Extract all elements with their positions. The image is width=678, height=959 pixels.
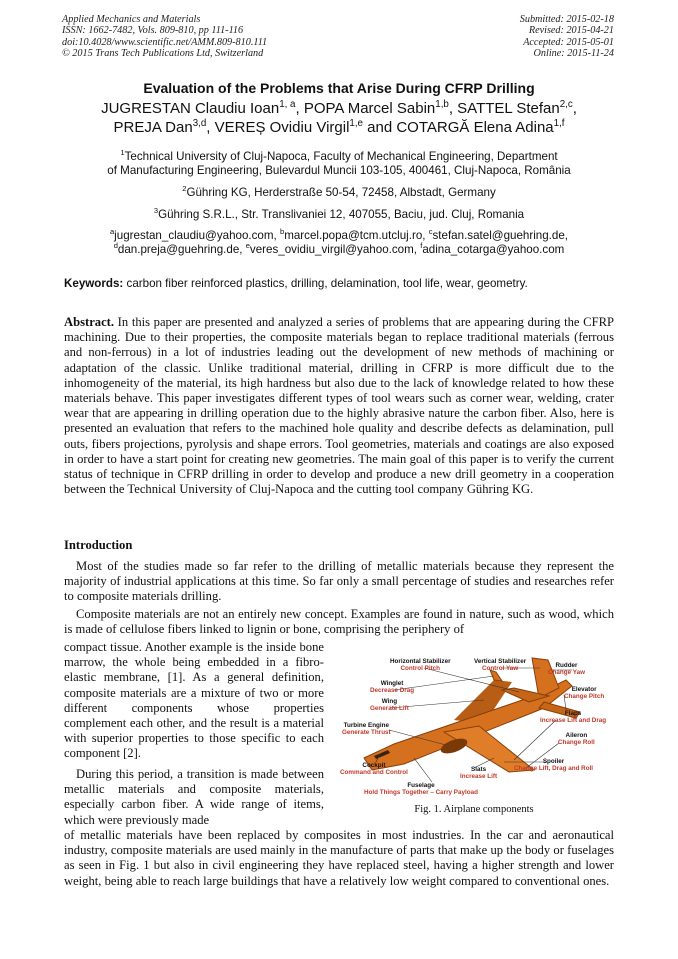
- keywords-text: carbon fiber reinforced plastics, drilling, delamination, tool life, wear, geometry.: [126, 277, 528, 290]
- author-affil-sup: 1,b: [435, 99, 449, 110]
- email-link[interactable]: marcel.popa@tcm.utcluj.ro,: [284, 229, 426, 242]
- journal-info: [62, 14, 267, 59]
- doi-line: doi:10.4028/www.scientific.net/AMM.809-810.111: [62, 36, 268, 48]
- author-affil-sup: 3,d: [192, 118, 207, 129]
- label-slats: Slats Increase Lift: [460, 766, 498, 780]
- intro-paragraph-3b: of metallic materials have been replaced by composites in most industries. In the car and aeronautical industry, composite materials are used mainly in the manufacture of parts that make up the body or fuselages as seen in Fig. 1 but also in civil engineering they have replaced steel, having a higher strength and lower weight, being able to reach large buildings that have a relatively low weight compared to conventional ones.: [64, 828, 614, 888]
- author-name: POPA Marcel Sabin: [303, 100, 436, 117]
- author-list: JUGRESTAN Claudiu Ioan$^{1, a}$, POPA Marcel Sabin$^{1,b}$, SATTEL Stefan$^{2,c}$, PREJA Dan$^{3,d}$, VEREȘ Ovidiu Virgil$^{1,e}$ and COTARGĂ Elena Adina$^{1,f}$: [101, 99, 577, 136]
- online-date: Online: 2015-11-24: [533, 47, 614, 59]
- author-emails: $^a$jugrestan_claudiu@yahoo.com, $^b$marcel.popa@tcm.utcluj.ro, $^c$stefan.satel@guehring.de, $^d$dan.preja@guehring.de, $^e$veres_ovidiu_virgil@yahoo.com, $^f$adina_cotarga@yahoo.com: [109, 227, 569, 256]
- author-name: PREJA Dan: [113, 119, 193, 136]
- author-affil-sup: 2,c: [559, 99, 573, 110]
- label-vertical-stabilizer: Vertical Stabilizer Control Yaw: [474, 658, 527, 672]
- abstract-text: In this paper are presented and analyzed a series of problems that are appearing during the CFRP machining. Due to their properties, the composite materials began to replace traditional materials (ferrous and non-ferrous) in a lot of industries leading out the development of new methods of machining or adaptation of the classic. Unlike traditional material, drilling in CFRP is more difficult due to the inhomogeneity of the material, its high hardness but also due to the lack of knowledge related to how these materials behave. This paper investigates different types of tool wears such as corner wear, welding, crater wear that are appearing in drilling operation due to the highly abrasive nature the carbon fiber. Also, here is presented an evaluation that refers to the machined hole quality and describe defects as delamination, pull outs, fibers projections, pyrolysis and shape errors. Tool geometries, materials and coatings are also exposed in order to have a start point for creating new geometries. The main goal of this paper is to verify the current status of technique in CFRP drilling in order to develop and produce a new drill geometry in a cooperation between the Technical University of Cluj-Napoca and the cutting tool company Gühring KG.: [64, 315, 614, 497]
- label-rudder: Rudder Change Yaw: [548, 662, 585, 676]
- keywords: [64, 277, 614, 290]
- abstract: [64, 315, 614, 497]
- label-horizontal-stabilizer: Horizontal Stabilizer Control Pitch: [390, 658, 451, 672]
- author-affil-sup: 1, a: [279, 99, 296, 110]
- abstract-label: Abstract.: [64, 315, 115, 329]
- label-cockpit: Cockpit Command and Control: [340, 762, 408, 776]
- affiliation-2: $^2$Gühring KG, Herderstraße 50-54, 72458, Albstadt, Germany: [182, 184, 496, 199]
- label-flaps: Flaps Increase Lift and Drag: [540, 710, 607, 724]
- label-elevator: Elevator Change Pitch: [564, 686, 605, 700]
- paper-title: Evaluation of the Problems that Arise During CFRP Drilling: [143, 80, 535, 96]
- author-name: JUGRESTAN Claudiu Ioan: [101, 100, 280, 117]
- author-name: VEREȘ Ovidiu Virgil: [214, 119, 350, 136]
- keywords-label: Keywords:: [64, 277, 124, 290]
- copyright-line: © 2015 Trans Tech Publications Ltd, Switzerland: [62, 47, 264, 59]
- author-name: COTARGĂ Elena Adina: [396, 119, 554, 136]
- author-affil-sup: 1,e: [349, 118, 363, 129]
- label-turbine-engine: Turbine Engine Generate Thrust: [342, 722, 391, 736]
- email-link[interactable]: jugrestan_claudiu@yahoo.com,: [114, 229, 277, 242]
- label-fuselage: Fuselage Hold Things Together – Carry Payload: [364, 782, 478, 796]
- airplane-figure: [334, 650, 614, 820]
- author-name: SATTEL Stefan: [457, 100, 560, 117]
- submitted-date: Submitted: 2015-02-18: [519, 14, 614, 25]
- intro-paragraph-2a: Composite materials are not an entirely new concept. Examples are found in nature, such as wood, which is made of cellulose fibers linked to lignin or bone, comprising the periphery of: [64, 607, 614, 637]
- email-link[interactable]: veres_ovidiu_virgil@yahoo.com,: [249, 243, 417, 256]
- label-spoiler: Spoiler Change Lift, Drag and Roll: [514, 758, 594, 772]
- journal-name: Applied Mechanics and Materials: [62, 14, 201, 25]
- email-link[interactable]: stefan.satel@guehring.de,: [432, 229, 569, 242]
- affiliation-3: $^3$Gühring S.R.L., Str. Translivaniei 12, 407055, Baciu, jud. Cluj, Romania: [153, 206, 525, 221]
- issn-line: ISSN: 1662-7482, Vols. 809-810, pp 111-116: [62, 25, 244, 37]
- dates-info: [520, 14, 614, 59]
- label-winglet: Winglet Decrease Drag: [370, 680, 415, 694]
- author-affil-sup: 1,f: [553, 118, 565, 129]
- intro-paragraph-3a: During this period, a transition is made between metallic materials and composite materials, especially carbon fiber. A wide range of items, which were previously made: [64, 767, 324, 827]
- email-link[interactable]: adina_cotarga@yahoo.com: [422, 243, 565, 256]
- affiliation-1: $^1$Technical University of Cluj-Napoca, Faculty of Mechanical Engineering, Department of Manufacturing Engineering, Bulevardul Muncii 103-105, 400461, Cluj-Napoca, România: [107, 148, 571, 177]
- label-wing: Wing Generate Lift: [370, 698, 409, 712]
- intro-paragraph-2b: compact tissue. Another example is the inside bone marrow, the whole being embedded in a fibro-elastic membrane, [1]. As a general definition, composite materials are a mixture of two or more different components whose properties complement each other, and the result is a material with superior properties to those specific to each component [2].: [64, 640, 324, 761]
- figure-caption: Fig. 1. Airplane components: [414, 804, 534, 815]
- email-link[interactable]: dan.preja@guehring.de,: [117, 243, 243, 256]
- revised-date: Revised: 2015-04-21: [528, 25, 614, 37]
- intro-paragraph-1: Most of the studies made so far refer to the drilling of metallic materials because they represent the majority of industrial applications at this time. So far only a small percentage of studies and researches refer to composite materials drilling.: [64, 559, 614, 604]
- accepted-date: Accepted: 2015-05-01: [523, 36, 614, 48]
- label-aileron: Aileron Change Roll: [558, 732, 595, 746]
- author-conjunction: and: [367, 119, 393, 136]
- section-heading-introduction: Introduction: [64, 538, 133, 552]
